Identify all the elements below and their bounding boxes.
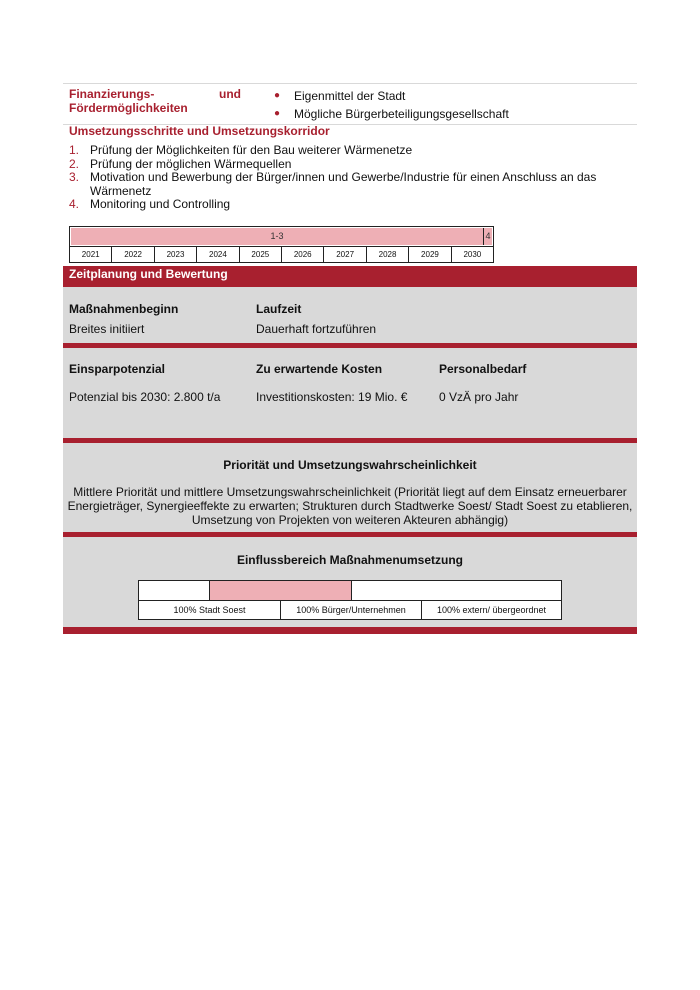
- timeline-year: 2030: [463, 250, 482, 259]
- divider: [63, 343, 637, 348]
- duration-label: Laufzeit: [256, 302, 302, 316]
- timeline-year: 2024: [197, 247, 239, 263]
- financing-bullet: ● Mögliche Bürgerbeteiligungsgesellschaft: [274, 107, 509, 121]
- timeline-year: 2027: [324, 247, 366, 263]
- evaluation-header: Zeitplanung und Bewertung: [63, 266, 637, 287]
- timeline-bar-step-4: 4: [484, 228, 492, 245]
- influence-option: 100% extern/ übergeordnet: [436, 605, 547, 615]
- financing-bullet: ● Eigenmittel der Stadt: [274, 89, 406, 103]
- implementation-timeline: [69, 226, 494, 263]
- influence-option: 100% Stadt Soest: [139, 601, 281, 620]
- timeline-year: 2026: [282, 247, 324, 263]
- influence-option: 100% Bürger/Unternehmen: [281, 601, 422, 620]
- steps-title: Umsetzungsschritte und Umsetzungskorridor: [69, 124, 330, 138]
- financing-label: [69, 87, 241, 115]
- bullet-icon: ●: [274, 90, 281, 101]
- timeline-bar-steps-1-3: 1-3: [71, 228, 483, 245]
- influence-options: [139, 600, 561, 620]
- timeline-year: 2023: [155, 247, 197, 263]
- evaluation-section: [63, 266, 637, 634]
- duration-value: Dauerhaft fortzuführen: [256, 322, 377, 336]
- step-item: 3. Motivation und Bewerbung der Bürger/innen und Gewerbe/Industrie für einen Anschluss an das Wärmenetz: [69, 170, 597, 198]
- divider: [63, 532, 637, 537]
- savings-label: Einsparpotenzial: [69, 362, 166, 376]
- priority-title: Priorität und Umsetzungswahrscheinlichkeit: [223, 458, 477, 472]
- influence-marker-cell: [139, 581, 210, 600]
- step-item: 1. Prüfung der Möglichkeiten für den Bau weiterer Wärmenetze: [69, 143, 413, 157]
- step-item: 2. Prüfung der möglichen Wärmequellen: [69, 156, 292, 171]
- divider: [63, 627, 637, 634]
- timeline-year: 2029: [409, 247, 451, 263]
- timeline-year: 2022: [112, 247, 154, 263]
- influence-title: Einflussbereich Maßnahmenumsetzung: [236, 553, 464, 567]
- timeline-year: 2028: [367, 247, 409, 263]
- staff-value: 0 VzÄ pro Jahr: [439, 390, 519, 404]
- financing-row: [63, 83, 637, 125]
- influence-scale: [138, 580, 562, 620]
- influence-marker-row: [139, 581, 561, 600]
- steps-list: [69, 144, 629, 212]
- financing-label-line2: Fördermöglichkeiten: [69, 101, 188, 115]
- start-label: Maßnahmenbeginn: [69, 302, 179, 316]
- timeline-year: 2025: [240, 247, 282, 263]
- staff-label: Personalbedarf: [439, 362, 527, 376]
- financing-label-part1: Finanzierungs-: [69, 87, 155, 101]
- start-value: Breites initiiert: [69, 322, 145, 336]
- divider: [63, 438, 637, 443]
- priority-text: Mittlere Priorität und mittlere Umsetzungswahrscheinlichkeit (Priorität liegt auf dem Einsatz erneuerbarer Energieträger, Synergieeffekte zu erwarten; Strukturen durch Stadtwerke Soest/ Stadt Soest zu etablieren, Umsetzung von Projekten von weiteren Akteuren abhängig): [67, 485, 633, 527]
- influence-marker-selected: [210, 581, 352, 600]
- savings-value: Potenzial bis 2030: 2.800 t/a: [69, 390, 221, 404]
- costs-value: Investitionskosten: 19 Mio. €: [256, 390, 408, 404]
- financing-list: [270, 87, 509, 123]
- bullet-icon: ●: [274, 108, 281, 119]
- timeline-year: 2021: [70, 247, 112, 263]
- timeline-years: [70, 246, 493, 263]
- step-item: 4. Monitoring und Controlling: [69, 197, 231, 211]
- financing-label-part2: und: [219, 87, 241, 101]
- costs-label: Zu erwartende Kosten: [256, 362, 383, 376]
